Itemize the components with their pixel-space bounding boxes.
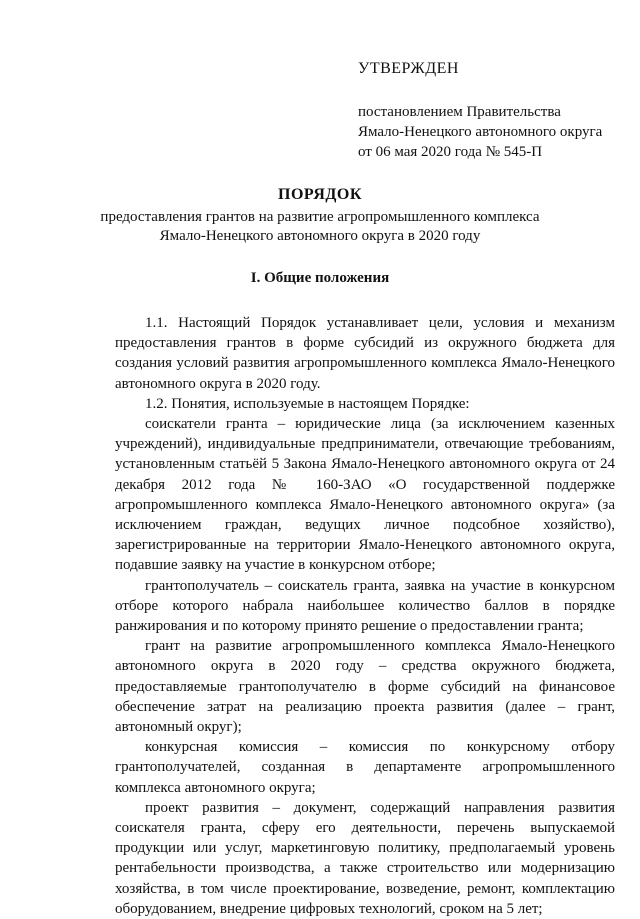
definition-development-project: проект развития – документ, содержащий направления развития соискателя гранта, сферу его деятельности, перечень выпускаемой продукции или услуг, маркетинговую политику, предполагаемый уровень рентабельности производства, а также строительство или модернизацию хозяйства, в том числе проектирование, возведение, ремонт, комплектацию оборудованием, внедрение цифровых технологий, сроком на 5 лет; — [115, 799, 615, 917]
approval-line: от 06 мая 2020 года № 545-П — [358, 144, 543, 160]
definition-applicants: соискатели гранта – юридические лица (за исключением казенных учреждений), индивидуальные предприниматели, отвечающие требованиям, установленным статьёй 5 Закона Ямало-Ненецкого автономного округа от 24 декабря 2012 года № 160-ЗАО «О государственной поддержке агропромышленного комплекса Ямало-Ненецкого автономного округа» (за исключением граждан, ведущих личное подсобное хозяйство), зарегистрированные на территории Ямало-Ненецкого автономного округа, подавшие заявку на участие в конкурсном отборе; — [115, 416, 615, 574]
definition-commission: конкурсная комиссия – комиссия по конкурсному отбору грантополучателей, созданная в департаменте агропромышленного комплекса автономного округа; — [115, 739, 615, 796]
document-subtitle — [0, 208, 640, 246]
definition-grant-recipient: грантополучатель – соискатель гранта, заявка на участие в конкурсном отборе которого набрала наибольшее количество баллов в порядке ранжирования и по которому принято решение о предоставлении гранта; — [115, 577, 615, 635]
paragraph-1-2: 1.2. Понятия, используемые в настоящем Порядке: — [145, 395, 470, 412]
approval-block — [358, 60, 618, 162]
subtitle-line: Ямало-Ненецкого автономного округа в 2020 году — [159, 228, 481, 244]
approval-line: постановлением Правительства — [358, 104, 561, 120]
paragraph-1-1: 1.1. Настоящий Порядок устанавливает цели, условия и механизм предоставления грантов в форме субсидий из окружного бюджета для создания условий развития агропромышленного комплекса Ямало-Ненецкого автономного округа в 2020 году. — [115, 315, 615, 392]
subtitle-line: предоставления грантов на развитие агропромышленного комплекса — [100, 209, 540, 225]
section-title: I. Общие положения — [250, 270, 390, 286]
approval-title: УТВЕРЖДЕН — [358, 60, 459, 77]
approval-line: Ямало-Ненецкого автономного округа — [358, 124, 603, 140]
document-title: ПОРЯДОК — [278, 186, 362, 203]
definition-grant: грант на развитие агропромышленного комплекса Ямало-Ненецкого автономного округа в 2020 году – средства окружного бюджета, предоставляемые грантополучателю в форме субсидий на финансовое обеспечение затрат на реализацию проекта развития (далее – грант, автономный округ); — [115, 638, 615, 736]
section-body — [115, 313, 615, 919]
